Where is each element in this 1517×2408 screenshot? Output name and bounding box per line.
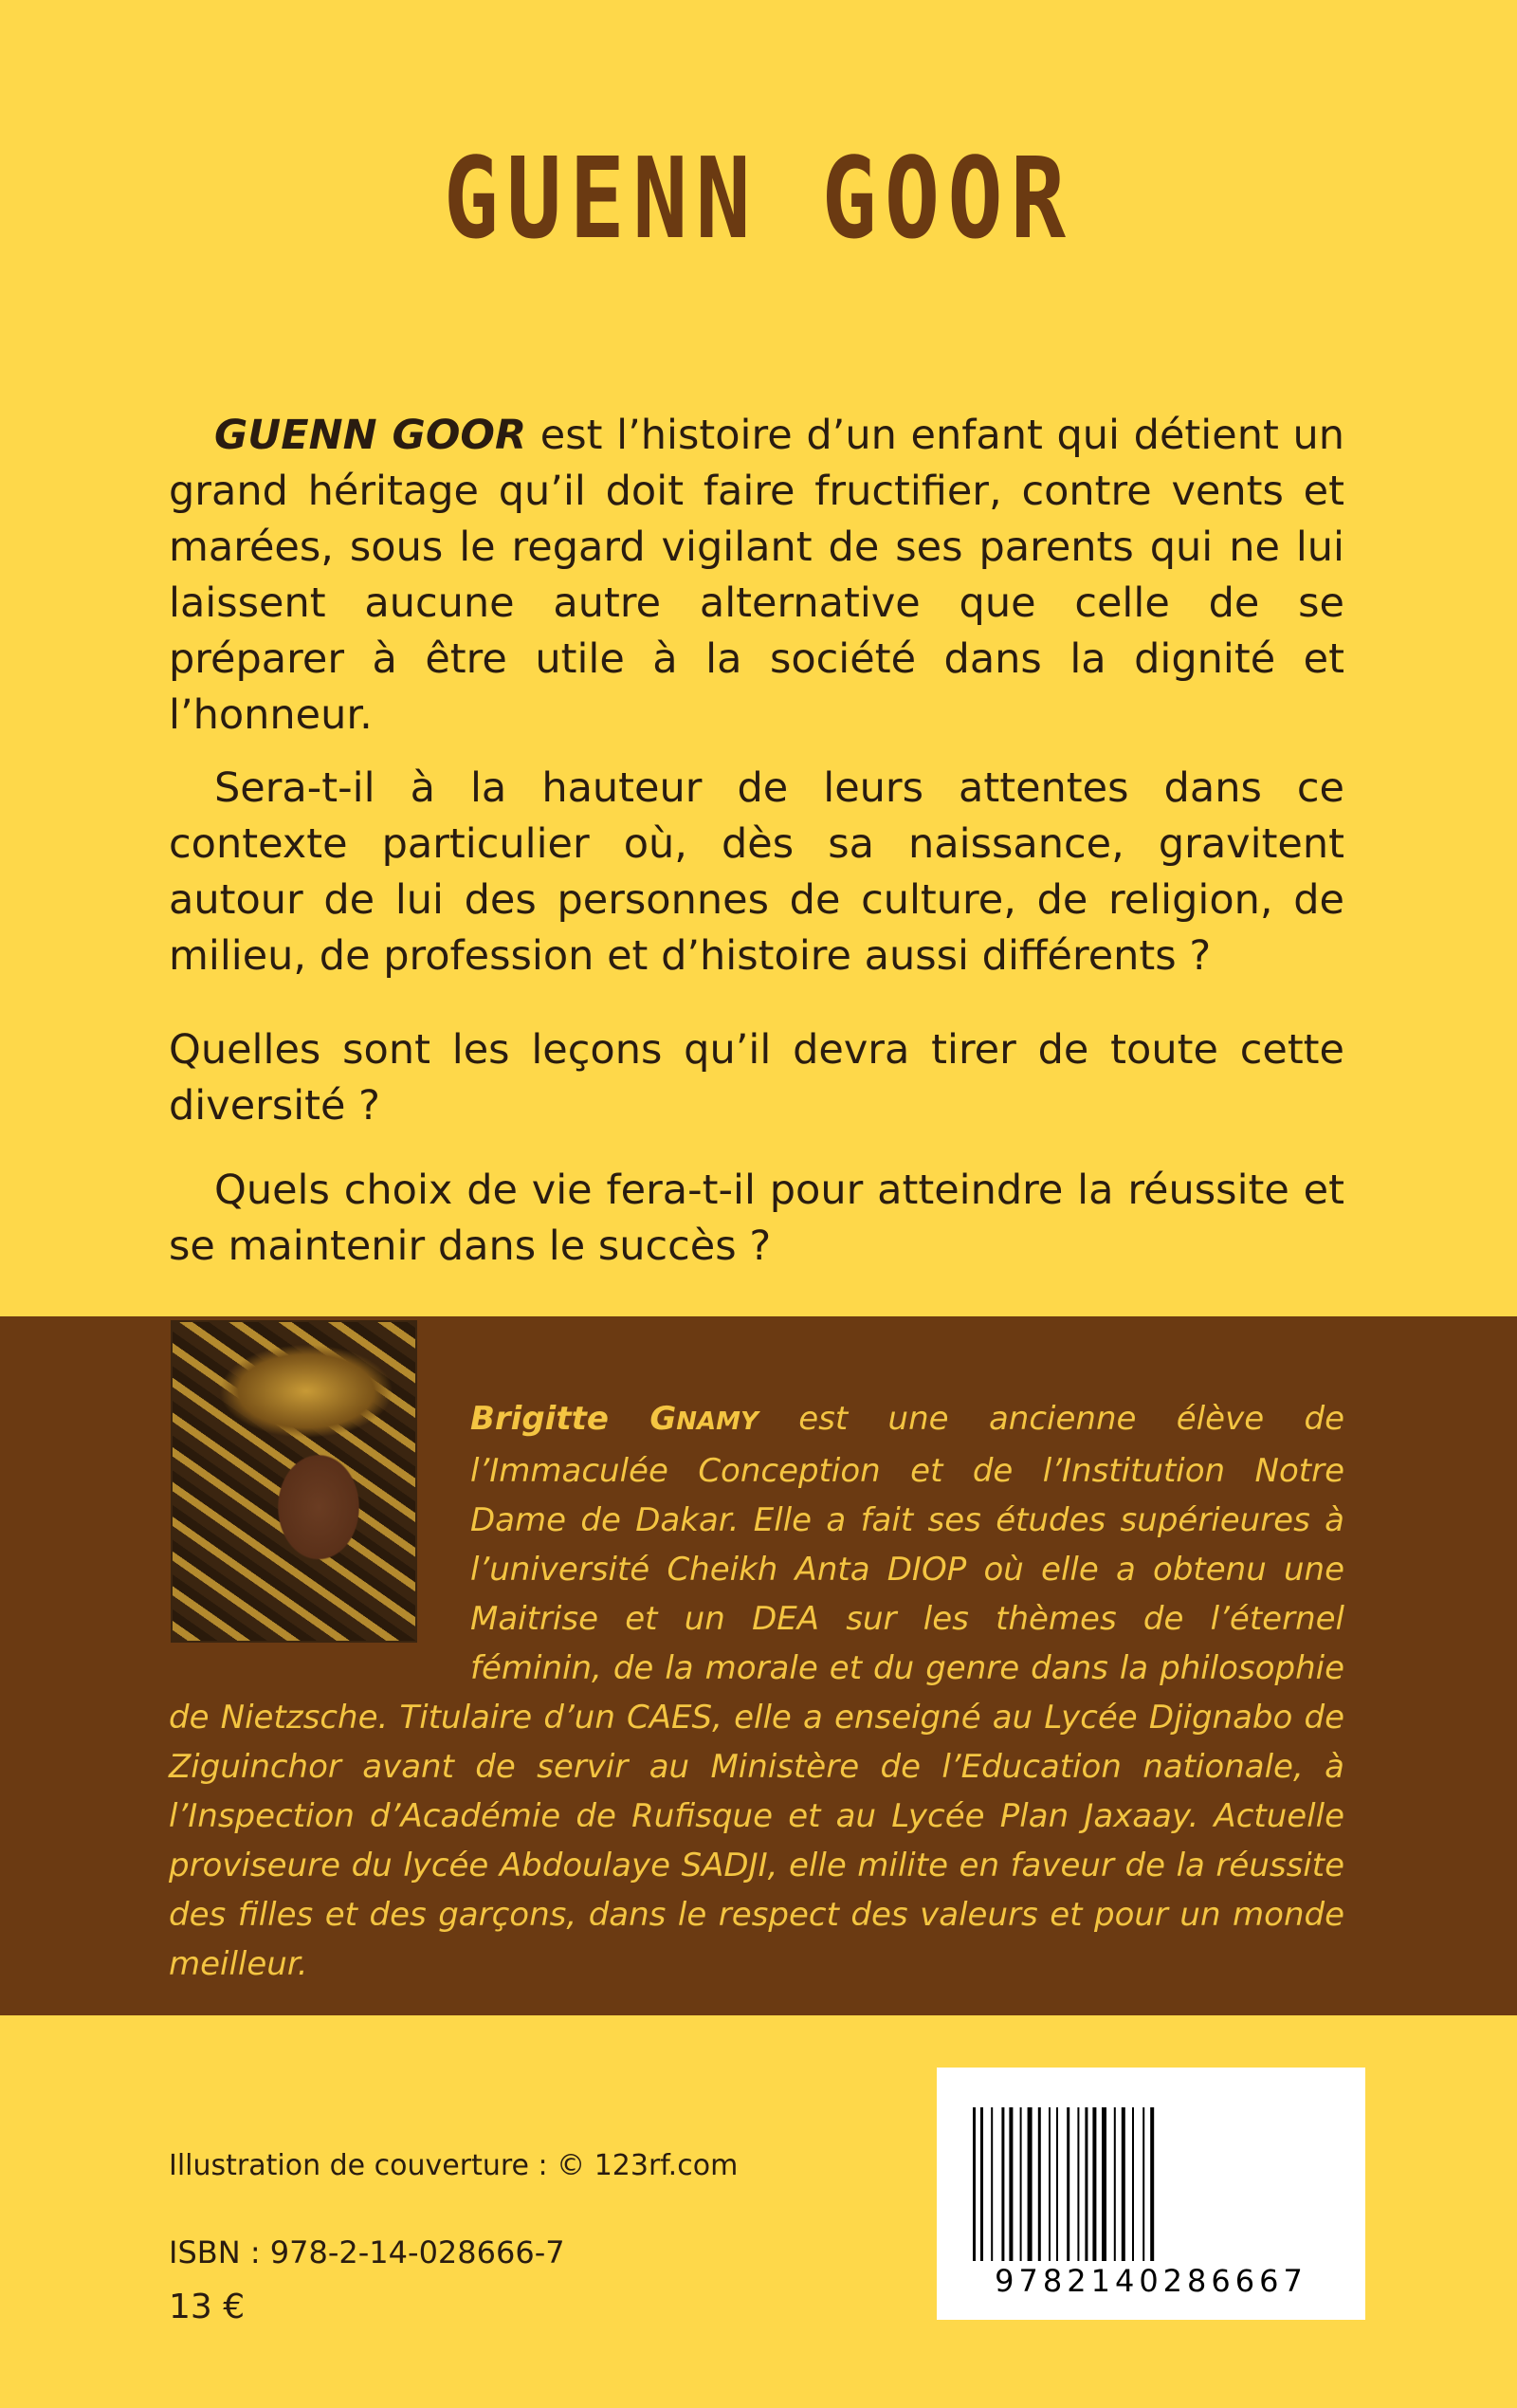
barcode-bar: [1132, 2107, 1134, 2261]
synopsis-paragraph-1: [169, 408, 1344, 744]
barcode-bar: [1028, 2107, 1033, 2261]
barcode-bar: [1020, 2107, 1022, 2261]
photo-spacer: [169, 1394, 470, 1690]
price: 13 €: [169, 2288, 246, 2326]
author-first-name: Brigitte: [470, 1400, 650, 1438]
synopsis-paragraph-2: Sera-t-il à la hauteur de leurs attentes dans ce contexte particulier où, dès sa naissance, gravitent autour de lui des personnes de culture, de religion, de milieu, de profession et d’histoire aussi différents ?: [169, 764, 1344, 980]
barcode-bar: [1056, 2107, 1058, 2261]
barcode-bar: [1009, 2107, 1013, 2261]
barcode-digits: 9782140286667: [995, 2263, 1307, 2299]
book-title: GUENN GOOR: [443, 133, 1074, 264]
author-bio-text: est une ancienne élève de l’Immaculée Conception et de l’Institution Notre Dame de Dakar. Elle a fait ses études supérieures à l’université Cheikh Anta DIOP où elle a obtenu une Maitrise et un DEA sur les thèmes de l’éternel féminin, de la morale et du genre dans la philosophie de Nietzsche. Titulaire d’un CAES, elle a enseigné au Lycée Djignabo de Ziguinchor avant de servir au Ministère de l’Education nationale, à l’Inspection d’Académie de Rufisque et au Lycée Plan Jaxaay. Actuelle proviseure du lycée Abdoulaye SADJI, elle milite en faveur de la réussite des filles et des garçons, dans le respect des valeurs et pour un monde meilleur.: [169, 1400, 1345, 1983]
barcode-bar: [1038, 2107, 1041, 2261]
barcode-bar: [1114, 2107, 1116, 2261]
barcode-bar: [1049, 2107, 1051, 2261]
barcode-bar: [1150, 2107, 1154, 2261]
synopsis-paragraph-3: Quelles sont les leçons qu’il devra tirer de toute cette diversité ?: [169, 1026, 1344, 1130]
synopsis-book-title: GUENN GOOR: [214, 412, 527, 459]
author-last-name-rest: NAMY: [676, 1407, 758, 1436]
barcode-bar: [1102, 2107, 1106, 2261]
barcode: [937, 2068, 1365, 2320]
barcode-bar: [1001, 2107, 1004, 2261]
barcode-bar: [980, 2107, 983, 2261]
isbn: ISBN : 978-2-14-028666-7: [169, 2234, 565, 2270]
barcode-bar: [1122, 2107, 1125, 2261]
barcode-bar: [973, 2107, 976, 2261]
barcode-bar: [1142, 2107, 1144, 2261]
synopsis-paragraph-4: Quels choix de vie fera-t-il pour atteindre la réussite et se maintenir dans le succès ?: [169, 1167, 1344, 1270]
barcode-bar: [991, 2107, 993, 2261]
barcode-bar: [1067, 2107, 1069, 2261]
barcode-bars: [973, 2107, 1329, 2261]
synopsis: [169, 408, 1344, 1292]
author-last-name-cap: G: [649, 1400, 677, 1438]
barcode-bar: [1077, 2107, 1079, 2261]
barcode-bar: [1092, 2107, 1096, 2261]
author-bio: [169, 1394, 1344, 1989]
synopsis-p1-text: est l’histoire d’un enfant qui détient un grand héritage qu’il doit faire fructifier, contre vents et marées, sous le regard vigilant de ses parents qui ne lui laissent aucune autre alternative que celle de se préparer à être utile à la société dans la dignité et l’honneur.: [169, 412, 1344, 739]
author-name: [470, 1400, 758, 1438]
barcode-bar: [1085, 2107, 1087, 2261]
illustration-credit: Illustration de couverture : © 123rf.com: [169, 2149, 739, 2182]
